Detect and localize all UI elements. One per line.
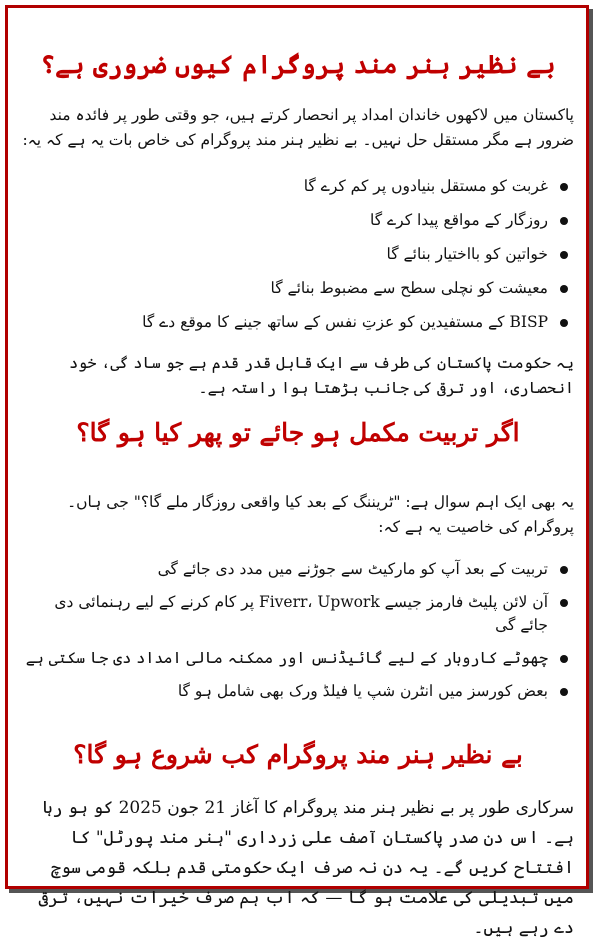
section-body-start-date: سرکاری طور پر بے نظیر ہنر مند پروگرام کا آغاز 21 جون 2025 کو ہو رہا ہے۔ اس دن صدر پاکستان آصف علی زرداری "ہنر مند پورٹل" کا افتتاح کریں گے۔ یہ دن نہ صرف ایک حکومتی قدم بلکہ قومی سوچ میں تبدیلی کی علامت ہو گا — کہ اب ہم صرف خیرات نہیں، ترقی دے رہے ہیں۔: [38, 798, 574, 938]
section-heading-after-training: اگر تربیت مکمل ہو جائے تو پھر کیا ہو گا؟: [76, 418, 520, 447]
section-heading-start-date: بے نظیر ہنر مند پروگرام کب شروع ہو گا؟: [73, 740, 523, 769]
list-item: خواتین کو بااختیار بنائے گا: [22, 243, 548, 266]
article-content: [22, 8, 574, 938]
section-intro-why: پاکستان میں لاکھوں خاندان امداد پر انحصار کرتے ہیں، جو وقتی طور پر فائدہ مند ضرور ہے مگر مستقل حل نہیں۔ بے نظیر ہنر مند پروگرام کی خاص بات یہ ہے کہ یہ:: [22, 106, 574, 149]
after-training-list: [22, 558, 574, 713]
list-item: تربیت کے بعد آپ کو مارکیٹ سے جوڑنے میں مدد دی جائے گی: [22, 558, 548, 581]
list-item: BISP کے مستفیدین کو عزتِ نفس کے ساتھ جینے کا موقع دے گا: [22, 311, 548, 334]
list-item: روزگار کے مواقع پیدا کرے گا: [22, 209, 548, 232]
list-item: غربت کو مستقل بنیادوں پر کم کرے گا: [22, 175, 548, 198]
list-item: آن لائن پلیٹ فارمز جیسے Fiverr، Upwork پر کام کرنے کے لیے رہنمائی دی جائے گی: [22, 591, 548, 637]
benefits-list: [22, 175, 574, 345]
section-intro-after-training: یہ بھی ایک اہم سوال ہے: "ٹریننگ کے بعد کیا واقعی روزگار ملے گا؟" جی ہاں۔ پروگرام کی خاصیت یہ ہے کہ:: [67, 493, 574, 536]
list-item: چھوٹے کاروبار کے لیے گائیڈنس اور ممکنہ مالی امداد دی جا سکتی ہے: [22, 647, 548, 670]
section-outro-why: یہ حکومت پاکستان کی طرف سے ایک قابل قدر قدم ہے جو ساد گی، خود انحصاری، اور ترقی کی جانب بڑھتا ہوا راستہ ہے۔: [69, 354, 574, 397]
section-heading-why: بے نظیر ہنر مند پروگرام کیوں ضروری ہے؟: [40, 50, 556, 79]
list-item: بعض کورسز میں انٹرن شپ یا فیلڈ ورک بھی شامل ہو گا: [22, 680, 548, 703]
article-frame: [5, 5, 589, 938]
list-item: معیشت کو نچلی سطح سے مضبوط بنائے گا: [22, 277, 548, 300]
